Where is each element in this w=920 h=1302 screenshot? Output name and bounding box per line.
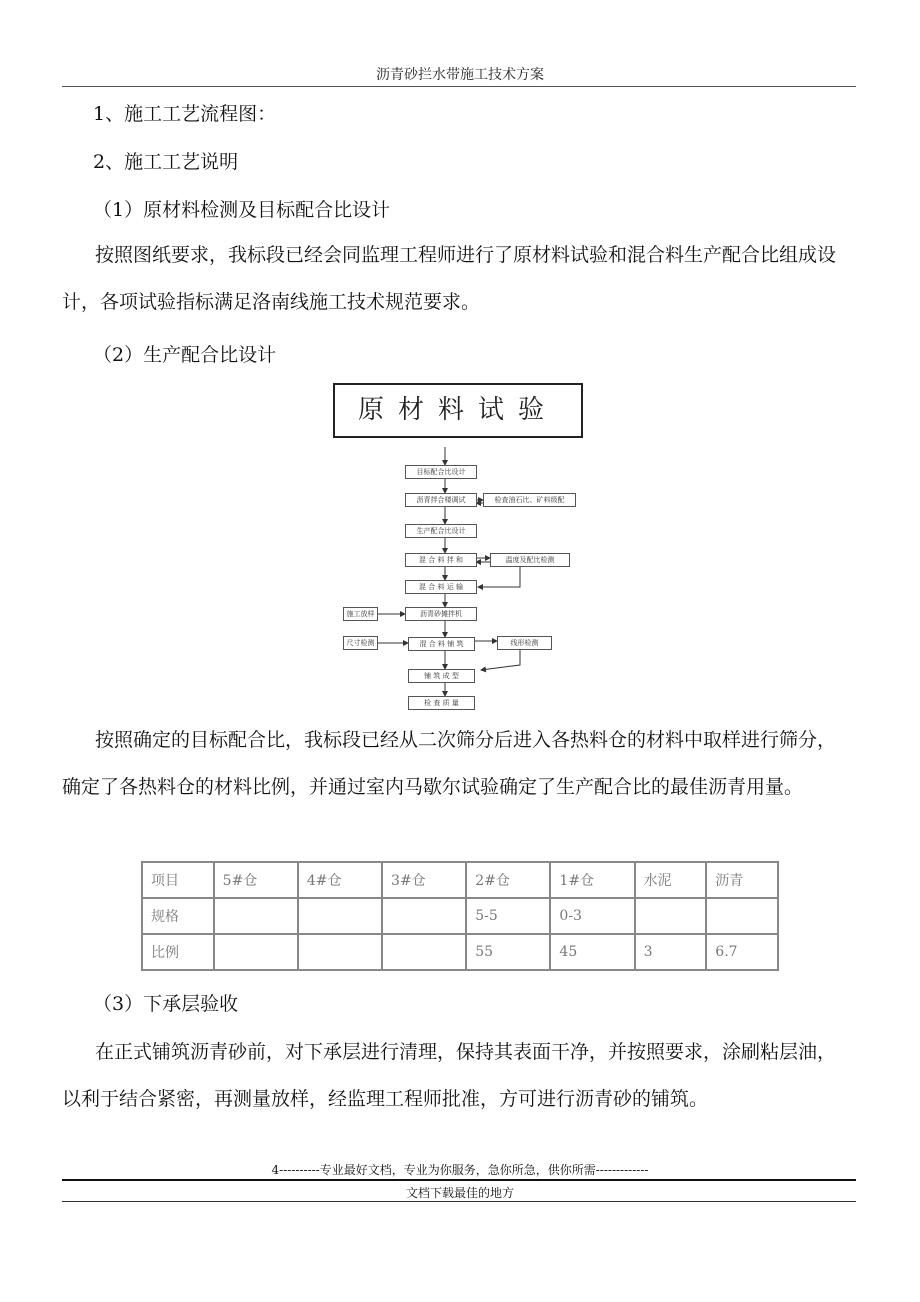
table-header-cell: 4#仓: [298, 862, 382, 898]
flow-step-quality-check: 检 查 质 量: [408, 696, 475, 710]
heading-flowchart: 1、施工工艺流程图：: [93, 103, 277, 125]
paragraph-production-mix: 按照确定的目标配合比，我标段已经从二次筛分后进入各热料仓的材料中取样进行筛分，确定了各热料仓的材料比例，并通过室内马歇尔试验确定了生产配合比的最佳沥青用量。: [62, 729, 837, 798]
flow-step-forming: 铺 筑 成 型: [408, 669, 475, 683]
table-cell: [382, 934, 466, 970]
mix-ratio-table: [141, 861, 779, 971]
table-cell: 比例: [142, 934, 214, 970]
flow-step-mixing: 混 合 料 拌 和: [405, 553, 477, 567]
table-cell: [214, 934, 298, 970]
table-cell: [214, 898, 298, 934]
table-cell: 规格: [142, 898, 214, 934]
paragraph-base-layer-acceptance: 在正式铺筑沥青砂前，对下承层进行清理，保持其表面干净，并按照要求，涂刷粘层油，以利于结合紧密，再测量放样，经监理工程师批准，方可进行沥青砂的铺筑。: [62, 1041, 837, 1110]
table-header-cell: 项目: [142, 862, 214, 898]
table-cell: [298, 934, 382, 970]
table-header-cell: 5#仓: [214, 862, 298, 898]
table-header-cell: 沥青: [706, 862, 778, 898]
footer-slogan: 4----------专业最好文档，专业为你服务，急你所急，供你所需-------------: [271, 1163, 649, 1177]
footer-subtitle: 文档下载最佳的地方: [405, 1186, 514, 1200]
table-cell: 3: [635, 934, 707, 970]
heading-material-testing: （1）原材料检测及目标配合比设计: [93, 199, 391, 221]
flow-step-plant-debug: 沥青拌合楼调试: [405, 493, 477, 507]
table-cell: [706, 898, 778, 934]
table-header-row: [142, 862, 778, 898]
table-cell: 55: [466, 934, 550, 970]
table-header-cell: 3#仓: [382, 862, 466, 898]
flow-step-production-mix: 生产配合比设计: [405, 524, 477, 538]
table-cell: 0-3: [550, 898, 634, 934]
heading-process-description: 2、施工工艺说明: [93, 151, 239, 173]
flow-side-construction-sample: 施工放样: [343, 607, 378, 621]
flow-step-transport: 混 合 料 运 输: [405, 580, 477, 594]
heading-base-layer-acceptance: （3）下承层验收: [93, 993, 239, 1015]
flow-step-target-mix: 目标配合比设计: [405, 465, 477, 479]
table-cell: 45: [550, 934, 634, 970]
flowchart-title-box: 原材料试验: [333, 383, 583, 438]
table-cell: 6.7: [706, 934, 778, 970]
heading-production-mix: （2）生产配合比设计: [93, 344, 277, 366]
table-header-cell: 2#仓: [466, 862, 550, 898]
table-cell: [298, 898, 382, 934]
flow-step-paver: 沥青砂摊拌机: [405, 607, 477, 621]
table-row: [142, 934, 778, 970]
table-row: [142, 898, 778, 934]
footer-divider-thick: [62, 1179, 856, 1181]
footer-divider-thin: [62, 1201, 856, 1202]
flow-side-shape-check: 线形检测: [497, 636, 552, 650]
flow-side-size-check: 尺寸检测: [343, 636, 378, 650]
flow-step-paving: 混 合 料 铺 筑: [408, 637, 475, 651]
paragraph-material-testing: 按照图纸要求，我标段已经会同监理工程师进行了原材料试验和混合料生产配合比组成设计，各项试验指标满足洛南线施工技术规范要求。: [62, 244, 837, 313]
table-header-cell: 水泥: [635, 862, 707, 898]
table-header-cell: 1#仓: [550, 862, 634, 898]
table-cell: [382, 898, 466, 934]
flow-side-check-oil-gradation: 检查油石比、矿料级配: [483, 493, 576, 507]
document-header-title: 沥青砂拦水带施工技术方案: [376, 67, 544, 83]
table-cell: 5-5: [466, 898, 550, 934]
flow-side-temperature-check: 温度及配比检测: [490, 553, 570, 567]
table-cell: [635, 898, 707, 934]
